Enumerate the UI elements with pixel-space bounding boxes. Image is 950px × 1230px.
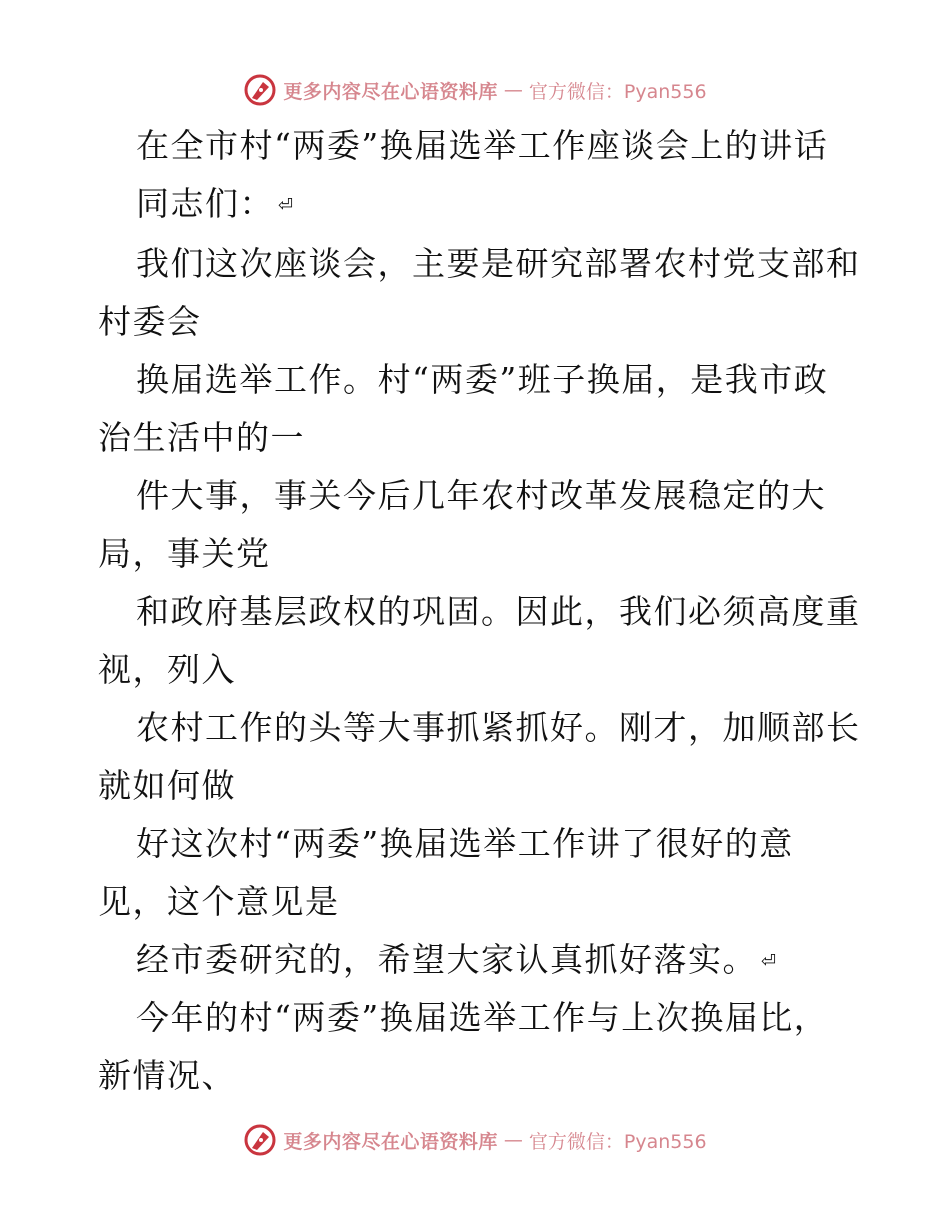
doc-line: 视，列入 xyxy=(98,650,236,689)
doc-line: 换届选举工作。村“两委”班子换届，是我市政 xyxy=(136,360,829,399)
doc-line: 和政府基层政权的巩固。因此，我们必须高度重 xyxy=(136,592,861,631)
doc-line: 就如何做 xyxy=(98,766,236,805)
watermark-separator: — xyxy=(503,79,523,101)
watermark-text: 更多内容尽在心语资料库 xyxy=(283,1130,498,1153)
doc-line: 件大事，事关今后几年农村改革发展稳定的大 xyxy=(136,476,826,515)
doc-line: 农村工作的头等大事抓紧抓好。刚才，加顺部长 xyxy=(136,708,861,747)
watermark-wechat: 官方微信：Pyan556 xyxy=(528,1130,707,1153)
pen-nib-circle-icon xyxy=(243,73,277,107)
document-title: 在全市村“两委”换届选举工作座谈会上的讲话 xyxy=(136,126,829,165)
doc-line-text: 同志们： xyxy=(136,184,274,223)
watermark-text: 更多内容尽在心语资料库 xyxy=(283,80,498,103)
doc-line: 好这次村“两委”换届选举工作讲了很好的意 xyxy=(136,824,794,863)
doc-line: 新情况、 xyxy=(98,1056,236,1095)
doc-line-text: 经市委研究的，希望大家认真抓好落实。 xyxy=(136,940,757,979)
doc-line: 村委会 xyxy=(98,302,202,341)
doc-line: 治生活中的一 xyxy=(98,418,305,457)
pen-nib-circle-icon xyxy=(243,1123,277,1157)
doc-line: 局，事关党 xyxy=(98,534,271,573)
doc-line: 我们这次座谈会，主要是研究部署农村党支部和 xyxy=(136,244,861,283)
paragraph-mark-icon: ⏎ xyxy=(278,195,294,216)
header-watermark xyxy=(0,70,950,110)
footer-watermark xyxy=(0,1120,950,1160)
paragraph-mark-icon: ⏎ xyxy=(761,951,777,972)
doc-line: 见，这个意见是 xyxy=(98,882,340,921)
doc-line: 今年的村“两委”换届选举工作与上次换届比， xyxy=(136,998,829,1037)
doc-line xyxy=(136,176,293,234)
watermark-separator: — xyxy=(503,1129,523,1151)
watermark-wechat: 官方微信：Pyan556 xyxy=(528,80,707,103)
doc-line xyxy=(136,932,776,990)
